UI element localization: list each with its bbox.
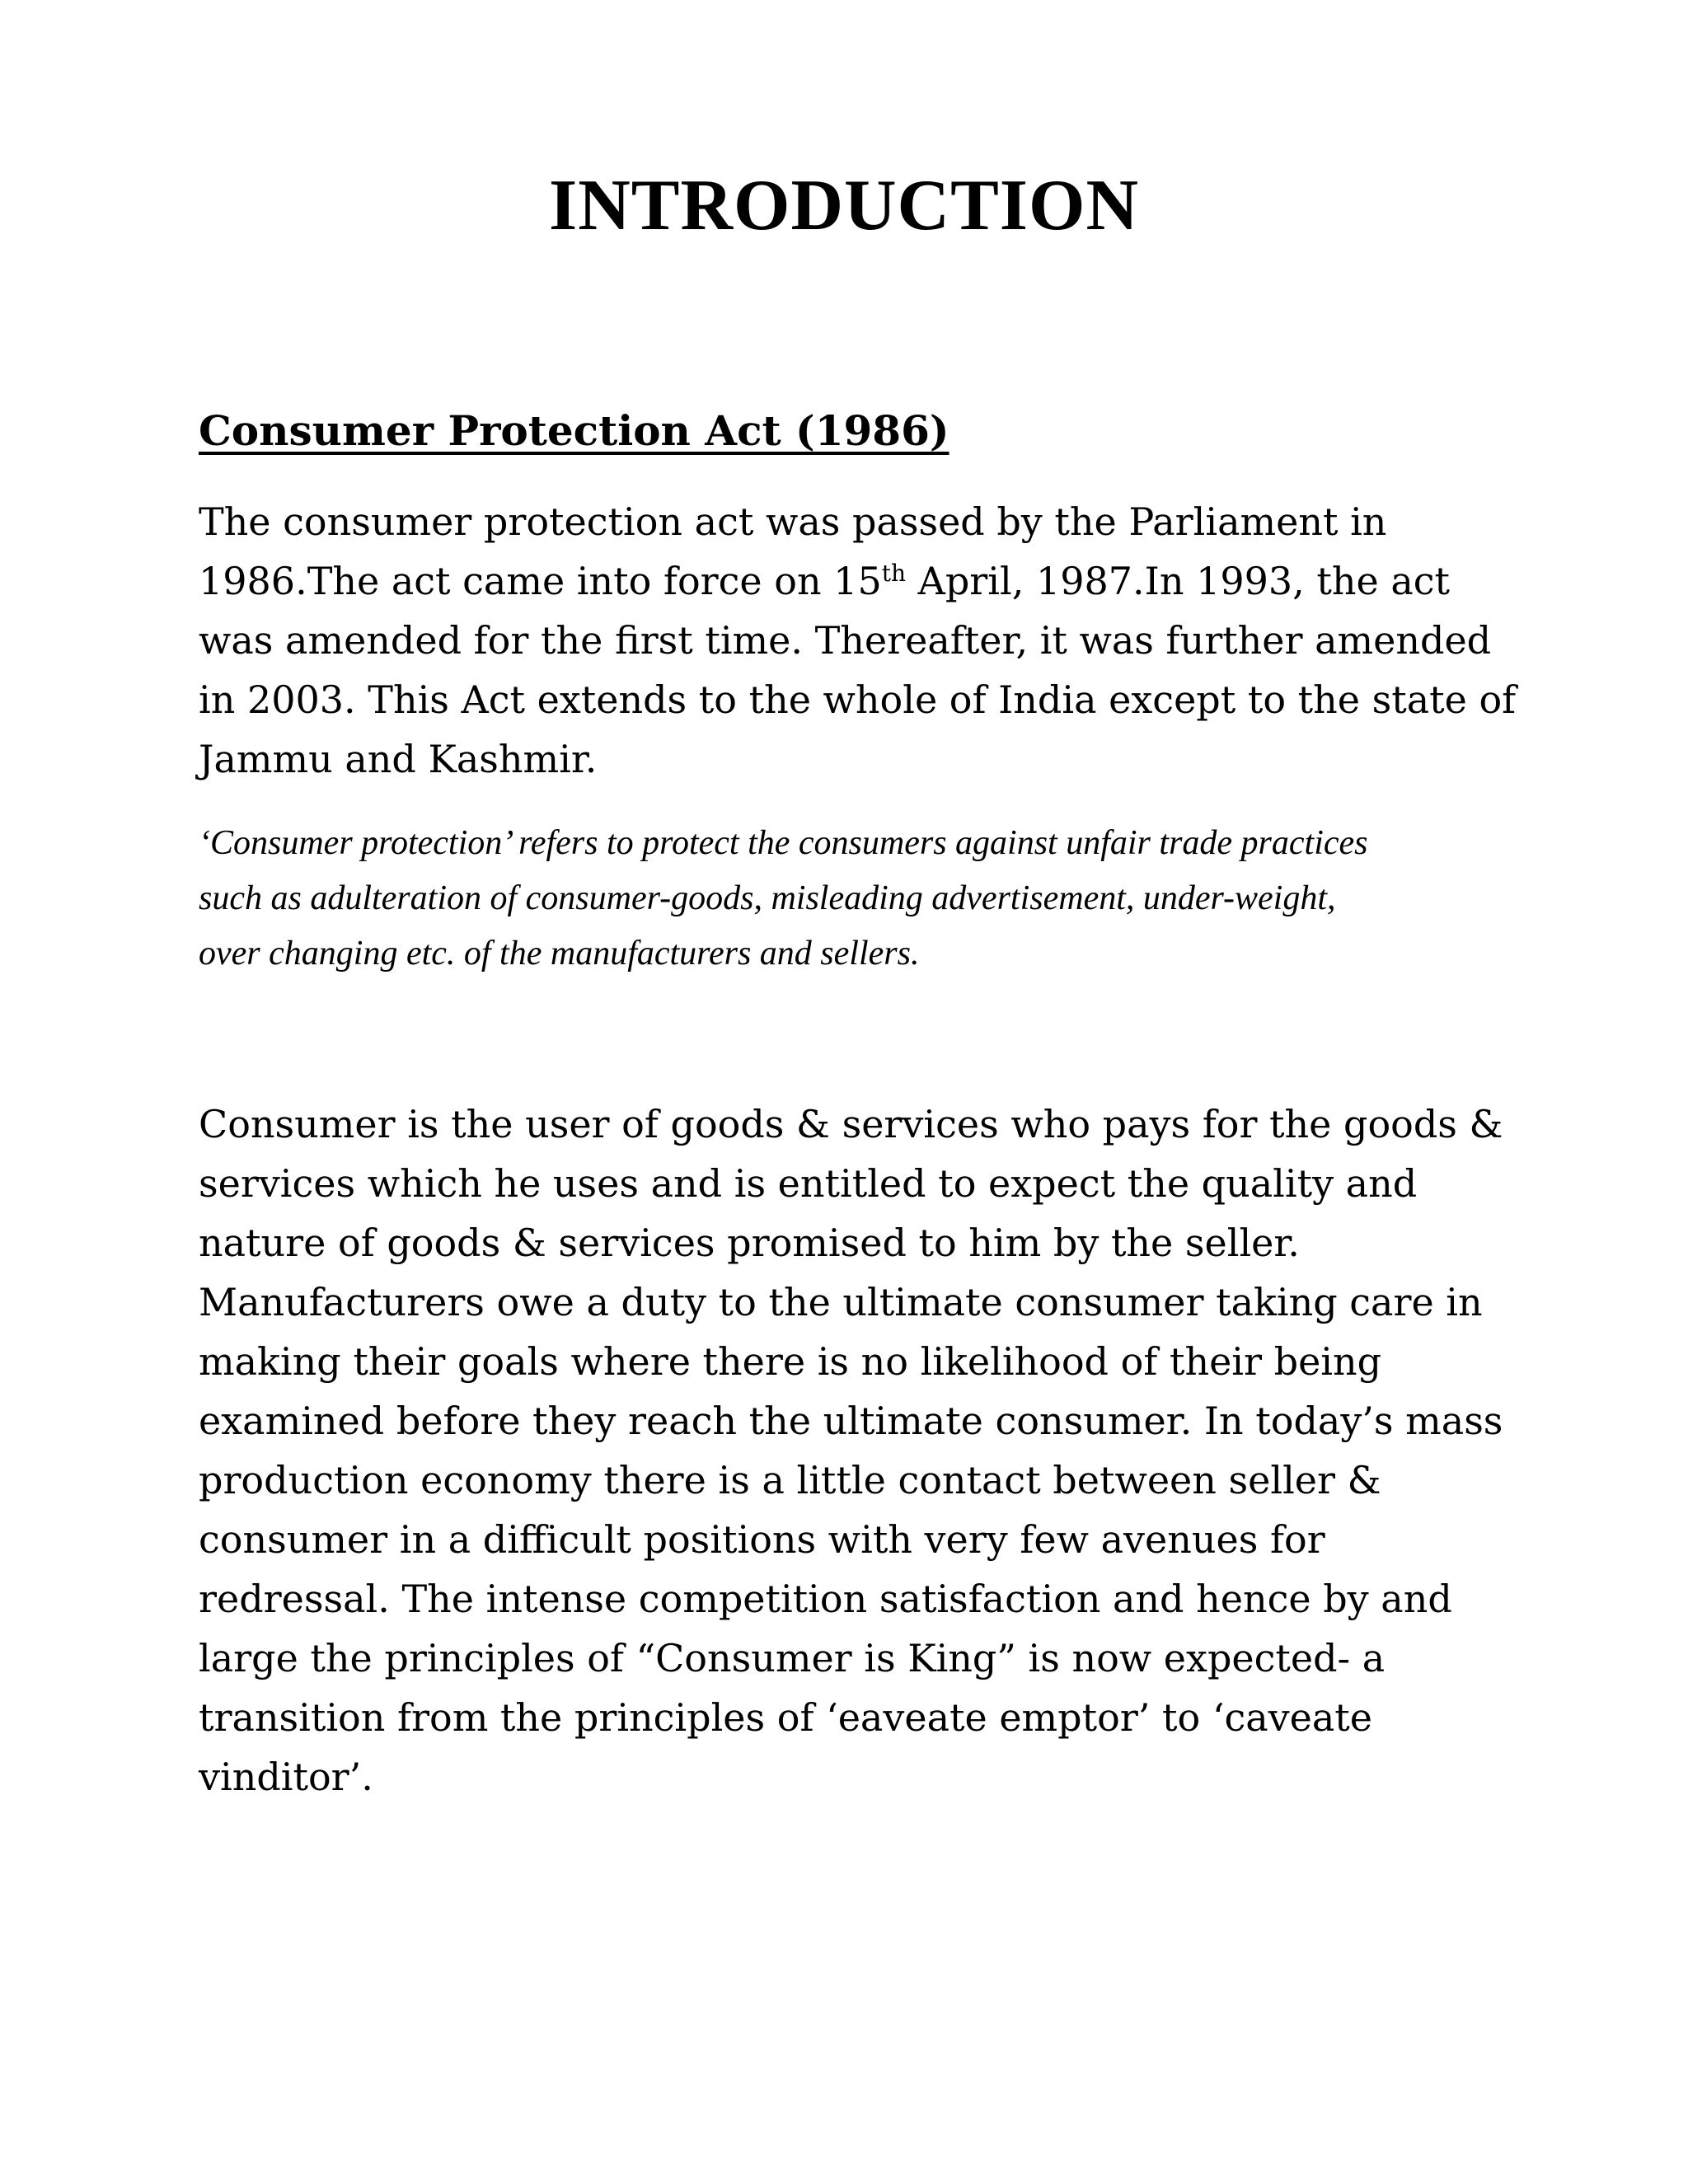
paragraph-consumer-definition [199,1094,1503,1807]
paragraph-act-history [199,492,1516,789]
text-line: Manufacturers owe a duty to the ultimate consumer taking care in [199,1280,1483,1324]
section-heading: Consumer Protection Act (1986) [199,406,950,455]
text-line: production economy there is a little contact between seller & [199,1458,1381,1502]
quote-line: over changing etc. of the manufacturers and sellers. [199,935,920,972]
text-line: examined before they reach the ultimate consumer. In today’s mass [199,1399,1503,1443]
text-run: 1986.The act came into force on 15 [199,559,882,603]
text-line: consumer in a difficult positions with very few avenues for [199,1517,1325,1562]
text-line: Jammu and Kashmir. [199,737,598,781]
text-line: The consumer protection act was passed by the Parliament in [199,499,1387,544]
text-line: services which he uses and is entitled to expect the quality and [199,1161,1418,1206]
text-line: transition from the principles of ‘eaveate emptor’ to ‘caveate [199,1695,1372,1740]
text-line: making their goals where there is no likelihood of their being [199,1339,1382,1384]
text-line: large the principles of “Consumer is King” is now expected- a [199,1636,1386,1680]
definition-quote [199,816,1368,982]
quote-line: such as adulteration of consumer-goods, misleading advertisement, under-weight, [199,879,1336,917]
text-line [199,551,1516,611]
ordinal-superscript: th [881,560,907,587]
text-line: in 2003. This Act extends to the whole of India except to the state of [199,677,1517,722]
text-line: vinditor’. [199,1755,373,1799]
text-line: redressal. The intense competition satisfaction and hence by and [199,1577,1452,1621]
quote-line: ‘Consumer protection’ refers to protect the consumers against unfair trade practices [199,824,1368,862]
text-line: nature of goods & services promised to him by the seller. [199,1221,1300,1265]
text-line: Consumer is the user of goods & services who pays for the goods & [199,1102,1503,1146]
text-line: was amended for the first time. Thereafter, it was further amended [199,618,1492,663]
page-title: INTRODUCTION [548,166,1140,246]
text-run: April, 1987.In 1993, the act [906,559,1451,603]
